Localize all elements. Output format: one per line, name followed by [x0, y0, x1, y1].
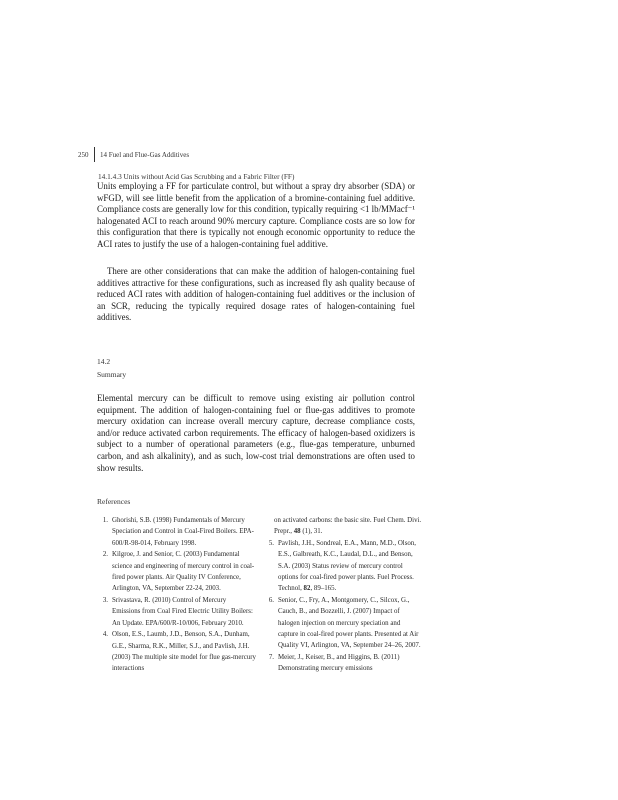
summary-section-number: 14.2 [97, 357, 111, 366]
reference-item: 1. Ghorishi, S.B. (1998) Fundamentals of Mercury Speciation and Control in Coal-Fired Boilers. EPA-600/R-98-014, February 1998. [102, 517, 254, 547]
body-paragraph-1: Units employing a FF for particulate control, but without a spray dry absorber (SDA) or wFGD, will see little benefit from the application of a bromine-containing fuel additive. Compliance costs are generally low for this condition, typically requiring <1 lb/MMacf⁻¹ halogenated ACI to reach around 90% mercury capture. Compliance costs are so low for this configuration that there is typically not enough economic opportunity to reduce the ACI rates to justify the use of a halogen-containing fuel additive. [97, 181, 415, 249]
references-heading: References [97, 497, 131, 506]
reference-item-continuation: on activated carbons: the basic site. Fuel Chem. Divi. Prepr., 48 (1), 31. [274, 517, 422, 536]
header-divider [94, 147, 95, 162]
body-paragraph-2: There are other considerations that can make the addition of halogen-containing fuel additives attractive for these configurations, such as increased fly ash quality because of reduced ACI rates with addition of halogen-containing fuel additives or the inclusion of an SCR, reducing the typically required dosage rates of halogen-containing fuel additives. [97, 266, 415, 323]
reference-item: 5. Pavlish, J.H., Sondreal, E.A., Mann, M.D., Olson, E.S., Galbreath, K.C., Laudal, D.L., and Benson, S.A. (2003) Status review of mercury control options for coal-fired power plants. Fuel Process. Technol, 82, 89–165. [268, 540, 417, 593]
references-list-left [96, 515, 256, 675]
reference-item: 7. Meier, J., Keiser, B., and Higgins, B. (2011) Demonstrating mercury emissions [268, 654, 400, 673]
page-number: 250 [78, 151, 89, 159]
summary-paragraph: Elemental mercury can be difficult to remove using existing air pollution control equipment. The addition of halogen-containing fuel or flue-gas additives to promote mercury oxidation can increase overall mercury capture, decrease compliance costs, and/or reduce activated carbon requirements. The efficacy of halogen-based oxidizers is subject to a number of operational parameters (e.g., flue-gas temperature, unburned carbon, and ash alkalinity), and as such, low-cost trial demonstrations are often used to show results. [97, 393, 415, 473]
subsection-heading: 14.1.4.3 Units without Acid Gas Scrubbing and a Fabric Filter (FF) [98, 172, 295, 181]
summary-section-title: Summary [97, 370, 127, 379]
running-header [78, 151, 508, 163]
reference-item: 6. Senior, C., Fry, A., Montgomery, C., Silcox, G., Cauch, B., and Bozzelli, J. (2007) Impact of halogen injection on mercury speciation and capture in coal-fired power plants. Presented at Air Quality VI, Arlington, VA, September 24–26, 2007. [268, 597, 421, 650]
references-list-right [262, 515, 422, 675]
reference-item: 3. Srivastava, R. (2010) Control of Mercury Emissions from Coal Fired Electric Utility Boilers: An Update. EPA/600/R-10/006, February 2010. [102, 597, 253, 627]
chapter-title: 14 Fuel and Flue-Gas Additives [100, 151, 190, 159]
reference-item: 2. Kilgroe, J. and Senior, C. (2003) Fundamental science and engineering of mercury control in coal-fired power plants. Air Quality IV Conference, Arlington, VA, September 22-24, 2003. [102, 551, 255, 593]
reference-item: 4. Olson, E.S., Laumb, J.D., Benson, S.A., Dunham, G.E., Sharma, R.K., Miller, S.J., and Pavlish, J.H. (2003) The multiple site model for flue gas-mercury interactions [102, 631, 256, 673]
